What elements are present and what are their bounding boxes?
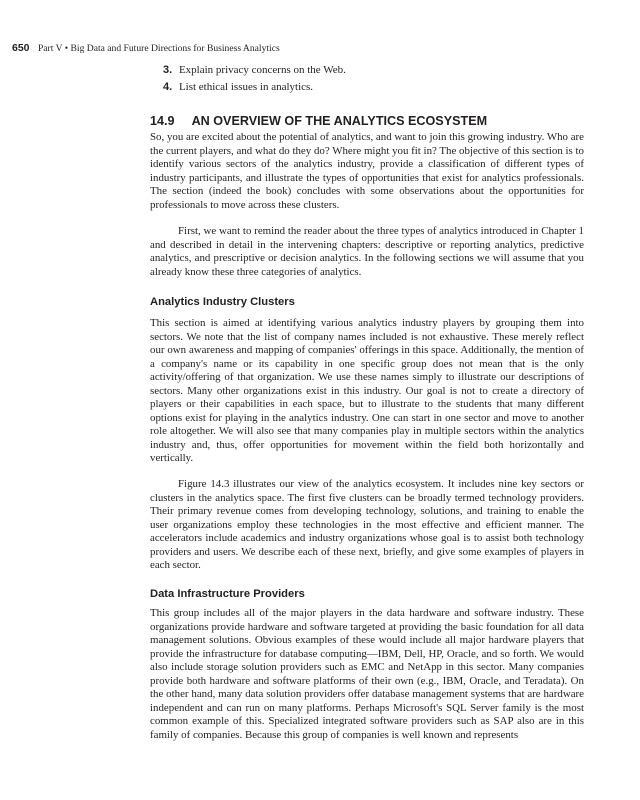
section-title: AN OVERVIEW OF THE ANALYTICS ECOSYSTEM — [191, 114, 488, 128]
review-questions-list — [163, 62, 346, 96]
section-number: 14.9 — [150, 114, 175, 128]
list-item-text: Explain privacy concerns on the Web. — [178, 64, 346, 76]
subheading-data-infrastructure-providers: Data Infrastructure Providers — [150, 588, 305, 600]
list-item — [163, 79, 346, 96]
paragraph-data-infrastructure: This group includes all of the major players in the data hardware and software industry. These organizations provide hardware and software targeted at providing the basic foundation for all data management solutions. Obvious examples of these would include all major hardware players that provide the infrastructure for database computing—IBM, Dell, HP, Oracle, and so forth. We would also include storage solution providers such as EMC and NetApp in this sector. Many companies provide both hardware and software platforms of their own (e.g., IBM, Oracle, and Teradata). On the other hand, many data solution providers offer database management systems that are hardware independent and can run on many platforms. Perhaps Microsoft's SQL Server family is the most common example of this. Specialized integrated software providers such as SAP also are in this family of companies. Because this group of companies is well known and represents — [150, 607, 584, 741]
section-heading — [150, 114, 487, 128]
list-item-number: 4. — [163, 81, 173, 93]
list-item — [163, 62, 346, 79]
paragraph-analytics-types: First, we want to remind the reader about the three types of analytics introduced in Chapter 1 and described in detail in the intervening chapters: descriptive or reporting analytics, predictive analytics, and prescriptive or decision analytics. In the following sections we will assume that you already know these three categories of analytics. — [150, 225, 584, 278]
running-head-text: Part V • Big Data and Future Directions for Business Analytics — [37, 43, 280, 54]
paragraph-intro: So, you are excited about the potential of analytics, and want to join this growing industry. Who are the current players, and what do they do? Where might you fit in? The objective of this section is to identify various sectors of the analytics industry, provide a classification of different types of industry participants, and illustrate the types of opportunities that exist for analytics professionals. The section (indeed the book) concludes with some observations about the opportunities for professionals to move across these clusters. — [150, 131, 585, 211]
list-item-text: List ethical issues in analytics. — [178, 81, 314, 93]
subheading-analytics-industry-clusters: Analytics Industry Clusters — [150, 296, 295, 308]
page-number: 650 — [12, 42, 30, 54]
paragraph-clusters: This section is aimed at identifying various analytics industry players by grouping them into sectors. We note that the list of company names included is not exhaustive. These merely reflect our own awareness and mapping of companies' offerings in this space. Additionally, the mention of a company's name or its capability in one specific group does not mean that is the only activity/offering of that organization. We use these names simply to illustrate our descriptions of sectors. Many other organizations exist in this industry. Our goal is not to create a directory of players or their capabilities in each space, but to illustrate to the students that many different options exist for playing in the analytics industry. One can start in one sector and move to another role altogether. We will also see that many companies play in multiple sectors within the analytics industry and, thus, offer opportunities for movement within the field both horizontally and vertically. — [150, 317, 584, 464]
list-item-number: 3. — [163, 64, 173, 76]
paragraph-ecosystem-figure: Figure 14.3 illustrates our view of the analytics ecosystem. It includes nine key sectors or clusters in the analytics space. The first five clusters can be broadly termed technology providers. Their primary revenue comes from developing technology, solutions, and training to enable the user organizations employ these technologies in the most effective and efficient manner. The accelerators include academics and industry organizations whose goal is to assist both technology providers and users. We describe each of these next, briefly, and give some examples of players in each sector. — [150, 478, 584, 571]
running-head — [12, 42, 280, 54]
